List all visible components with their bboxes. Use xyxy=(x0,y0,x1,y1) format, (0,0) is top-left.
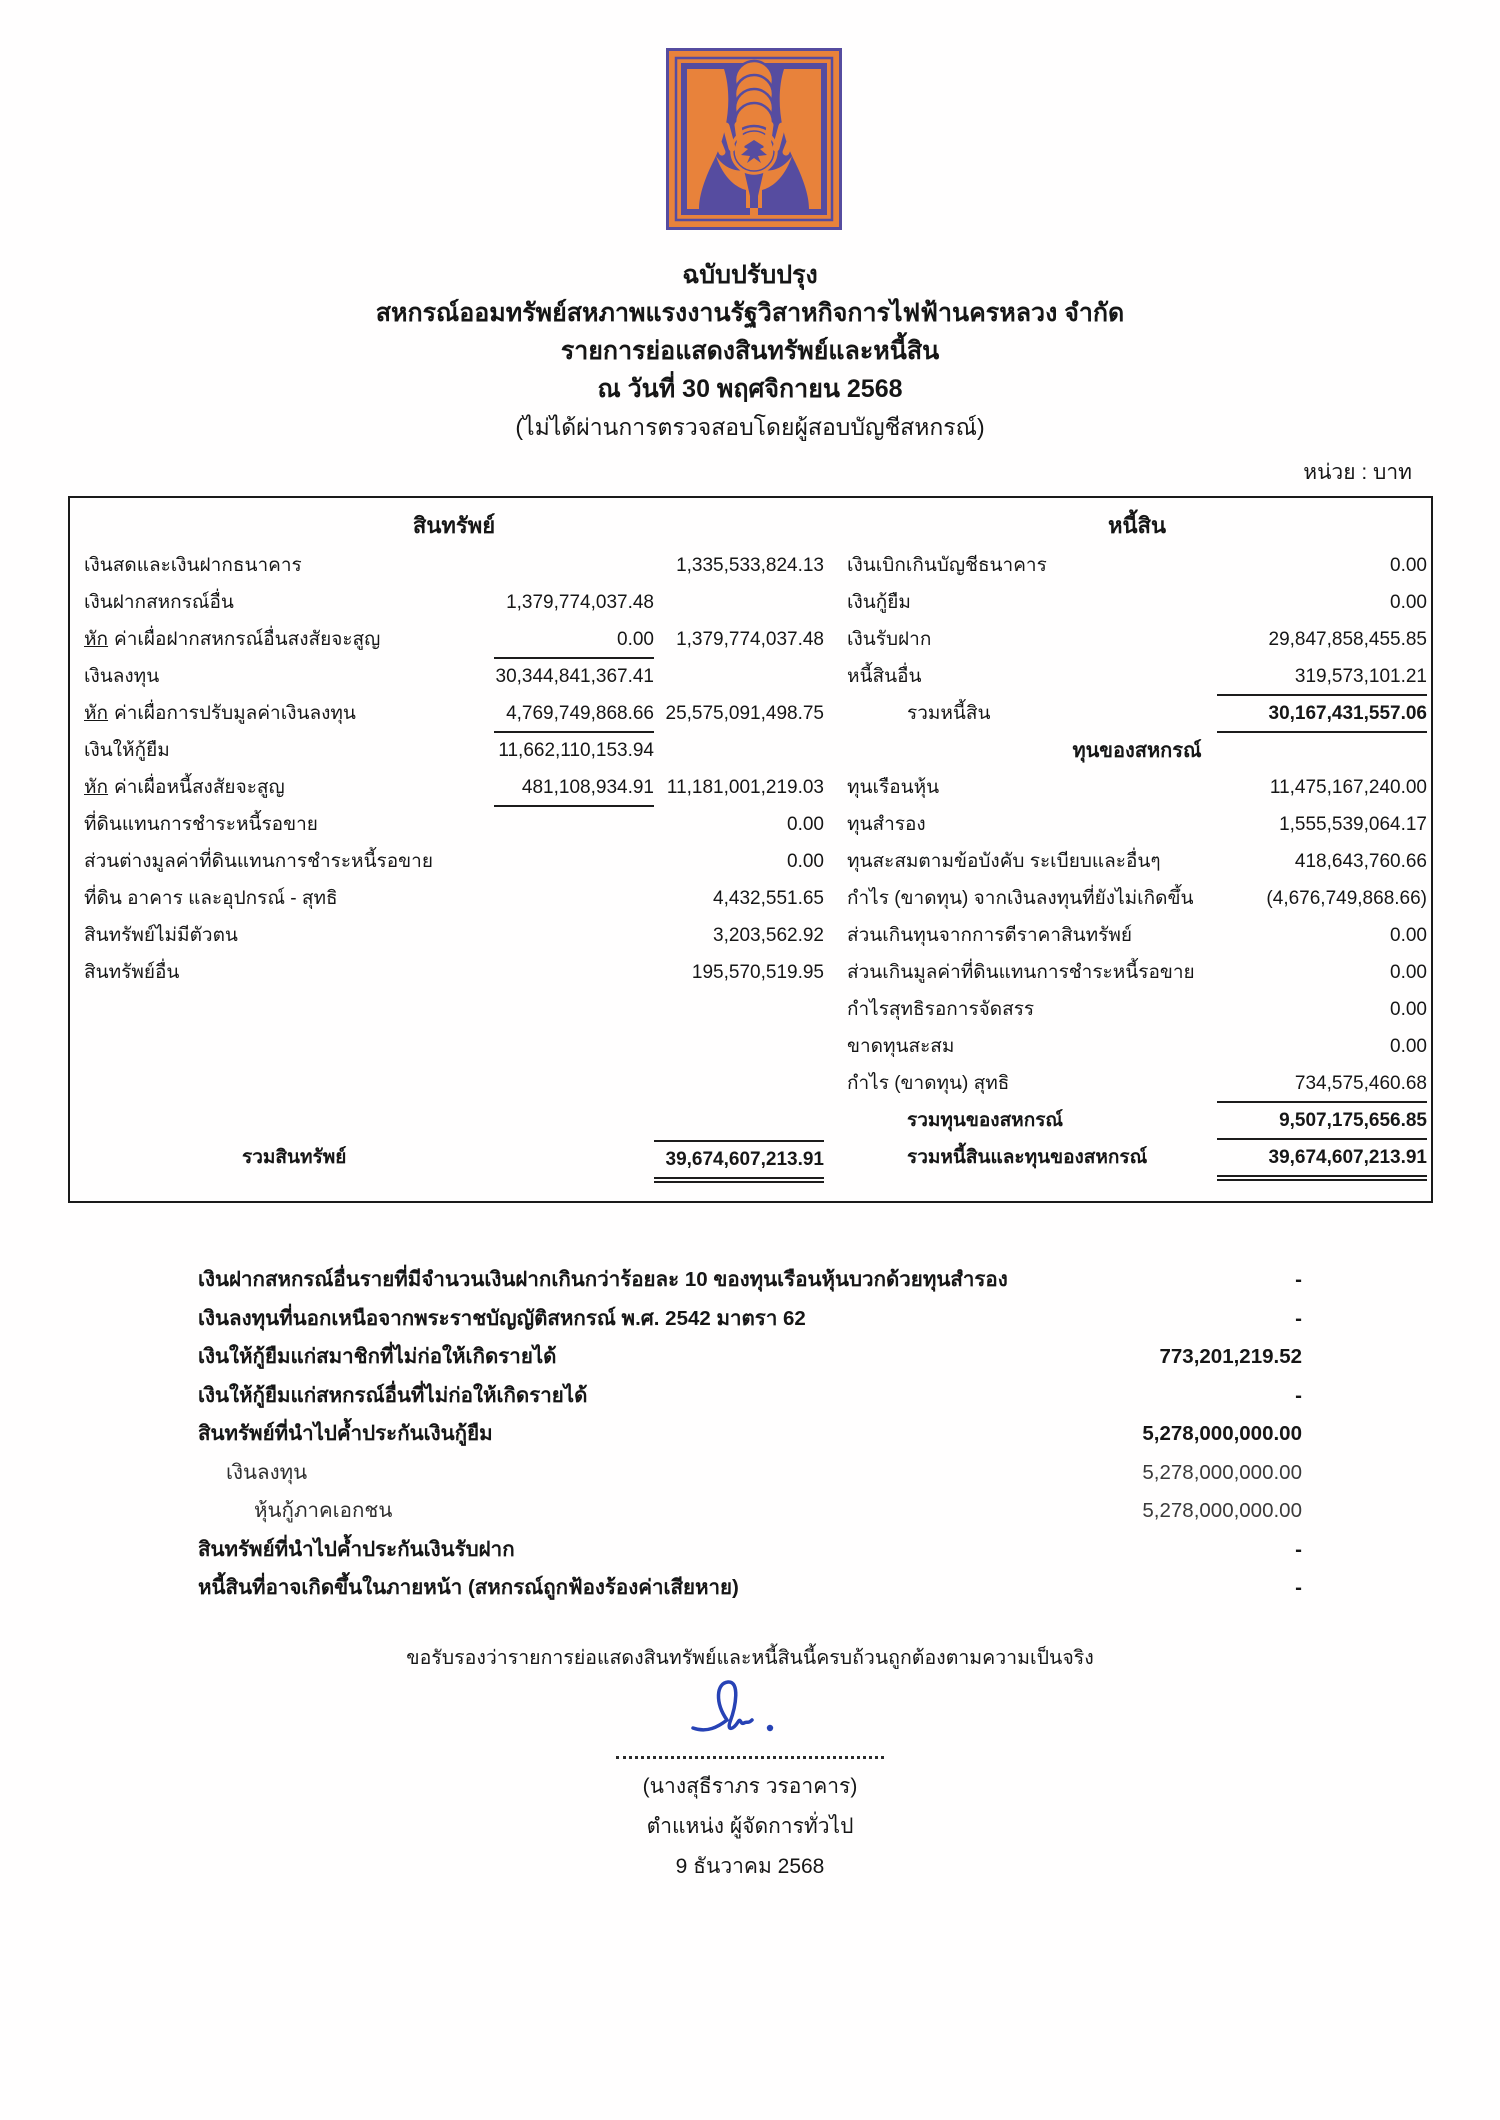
supp-label: สินทรัพย์ที่นำไปค้ำประกันเงินกู้ยืม xyxy=(198,1422,493,1445)
liability-row xyxy=(847,622,1427,659)
row-label xyxy=(84,622,494,657)
signer-position: ตำแหน่ง ผู้จัดการทั่วไป xyxy=(646,1815,854,1838)
equity-row xyxy=(847,844,1427,881)
amount: 0.00 xyxy=(1390,925,1427,946)
assets-total-label: รวมสินทรัพย์ xyxy=(242,1147,347,1168)
asset-row xyxy=(84,659,824,696)
row-label-text: ค่าเผื่อฝากสหกรณ์อื่นสงสัยจะสูญ xyxy=(114,629,381,650)
row-label xyxy=(84,770,494,805)
supplementary-section xyxy=(198,1262,1302,1609)
supp-label: หุ้นกู้ภาคเอกชน xyxy=(254,1499,393,1522)
supp-value: - xyxy=(1295,1383,1302,1407)
grand-total-row xyxy=(847,1140,1427,1177)
grand-total-label: รวมหนี้สินและทุนของสหกรณ์ xyxy=(907,1147,1148,1168)
equity-row xyxy=(847,955,1427,992)
amount: 0.00 xyxy=(1390,962,1427,983)
amount: 0.00 xyxy=(1390,999,1427,1020)
row-label: หนี้สินอื่น xyxy=(847,666,922,687)
row-label: ที่ดินแทนการชำระหนี้รอขาย xyxy=(84,814,318,835)
row-label: สินทรัพย์อื่น xyxy=(84,962,180,983)
asset-row xyxy=(84,622,824,659)
supp-label: หนี้สินที่อาจเกิดขึ้นในภายหน้า (สหกรณ์ถูกฟ้องร้องค่าเสียหาย) xyxy=(198,1576,739,1599)
amount: (4,676,749,868.66) xyxy=(1266,888,1427,909)
amount: 29,847,858,455.85 xyxy=(1268,629,1427,650)
equity-row xyxy=(847,770,1427,807)
amount: 0.00 xyxy=(1390,592,1427,613)
liabilities-total-row xyxy=(847,696,1427,733)
deduct-prefix: หัก xyxy=(84,629,109,650)
row-label: ที่ดิน อาคาร และอุปกรณ์ - สุทธิ xyxy=(84,888,338,909)
edition-title: ฉบับปรับปรุง xyxy=(682,261,818,289)
row-label: เงินสดและเงินฝากธนาคาร xyxy=(84,555,302,576)
report-title: รายการย่อแสดงสินทรัพย์และหนี้สิน xyxy=(560,337,940,365)
signature-line xyxy=(616,1742,884,1759)
asset-row xyxy=(84,955,824,992)
row-label: ทุนสำรอง xyxy=(847,814,926,835)
supp-row xyxy=(198,1493,1302,1532)
audit-note: (ไม่ได้ผ่านการตรวจสอบโดยผู้สอบบัญชีสหกรณ์) xyxy=(515,414,985,440)
liability-row xyxy=(847,548,1427,585)
assets-total-row xyxy=(84,1140,824,1177)
asset-row xyxy=(84,696,824,733)
amount: 418,643,760.66 xyxy=(1294,851,1427,872)
asset-row xyxy=(84,807,824,844)
equity-total-row xyxy=(847,1103,1427,1140)
as-of-date: ณ วันที่ 30 พฤศจิกายน 2568 xyxy=(597,375,903,403)
supp-value: 5,278,000,000.00 xyxy=(1142,1460,1302,1484)
supp-value: - xyxy=(1295,1306,1302,1330)
amount-col2: 3,203,562.92 xyxy=(713,925,824,946)
row-label: ทุนเรือนหุ้น xyxy=(847,777,940,798)
supp-label: เงินให้กู้ยืมแก่สหกรณ์อื่นที่ไม่ก่อให้เกิดรายได้ xyxy=(198,1383,588,1407)
liabilities-total-label: รวมหนี้สิน xyxy=(907,703,991,724)
liabilities-total-value: 30,167,431,557.06 xyxy=(1217,696,1427,733)
amount: 319,573,101.21 xyxy=(1217,659,1427,696)
amount: 0.00 xyxy=(1390,1036,1427,1057)
row-label: เงินรับฝาก xyxy=(847,629,932,650)
equity-row xyxy=(847,1066,1427,1103)
row-label: เงินฝากสหกรณ์อื่น xyxy=(84,592,234,613)
row-label xyxy=(84,696,494,731)
supp-value: 773,201,219.52 xyxy=(1159,1345,1302,1368)
grand-total-value: 39,674,607,213.91 xyxy=(1217,1140,1427,1181)
assets-header: สินทรัพย์ xyxy=(412,513,496,538)
amount-col1: 30,344,841,367.41 xyxy=(495,666,654,687)
supp-row xyxy=(198,1570,1302,1609)
amount: 11,475,167,240.00 xyxy=(1269,777,1427,798)
amount: 1,555,539,064.17 xyxy=(1279,814,1427,835)
supp-value: - xyxy=(1295,1268,1302,1291)
row-label: กำไร (ขาดทุน) จากเงินลงทุนที่ยังไม่เกิดขึ้น xyxy=(847,888,1194,909)
row-label: เงินลงทุน xyxy=(84,666,160,687)
liability-row xyxy=(847,585,1427,622)
supp-row xyxy=(198,1416,1302,1455)
equity-row xyxy=(847,992,1427,1029)
unit-label: หน่วย : บาท xyxy=(1303,461,1412,484)
amount-col2: 4,432,551.65 xyxy=(713,888,824,909)
assets-total-value: 39,674,607,213.91 xyxy=(654,1140,824,1183)
amount-col2: 1,335,533,824.13 xyxy=(676,555,824,576)
row-label: เงินกู้ยืม xyxy=(847,592,911,613)
supp-label: สินทรัพย์ที่นำไปค้ำประกันเงินรับฝาก xyxy=(198,1537,515,1561)
equity-total-label: รวมทุนของสหกรณ์ xyxy=(907,1110,1064,1131)
amount-col2: 25,575,091,498.75 xyxy=(665,703,824,724)
signature-icon xyxy=(685,1676,815,1748)
row-label: สินทรัพย์ไม่มีตัวตน xyxy=(84,925,238,946)
row-label: ทุนสะสมตามข้อบังคับ ระเบียบและอื่นๆ xyxy=(847,851,1161,872)
supp-value: - xyxy=(1295,1537,1302,1561)
asset-row xyxy=(84,733,824,770)
supp-row xyxy=(198,1339,1302,1378)
liabilities-section xyxy=(847,506,1427,1177)
coop-logo-icon xyxy=(666,48,842,230)
row-label: ส่วนเกินมูลค่าที่ดินแทนการชำระหนี้รอขาย xyxy=(847,962,1195,983)
equity-row xyxy=(847,807,1427,844)
supp-value: - xyxy=(1295,1576,1302,1599)
supp-row xyxy=(198,1532,1302,1571)
row-label: ขาดทุนสะสม xyxy=(847,1036,955,1057)
supp-value: 5,278,000,000.00 xyxy=(1142,1499,1302,1522)
amount-col2: 11,181,001,219.03 xyxy=(666,777,824,798)
amount-col1: 11,662,110,153.94 xyxy=(498,740,654,761)
supp-row xyxy=(198,1301,1302,1340)
supp-value: 5,278,000,000.00 xyxy=(1142,1422,1302,1445)
asset-row xyxy=(84,548,824,585)
row-label: กำไร (ขาดทุน) สุทธิ xyxy=(847,1073,1010,1094)
deduct-prefix: หัก xyxy=(84,703,109,724)
asset-row xyxy=(84,918,824,955)
amount-col1: 4,769,749,868.66 xyxy=(494,696,654,733)
amount-col2: 1,379,774,037.48 xyxy=(676,629,824,650)
liabilities-header: หนี้สิน xyxy=(1107,513,1166,538)
assets-section xyxy=(84,506,824,1177)
deduct-prefix: หัก xyxy=(84,777,109,798)
amount: 0.00 xyxy=(1390,555,1427,576)
equity-row xyxy=(847,1029,1427,1066)
supp-row xyxy=(198,1455,1302,1494)
asset-row xyxy=(84,881,824,918)
asset-row xyxy=(84,844,824,881)
signer-name: (นางสุธีราภร วรอาคาร) xyxy=(642,1775,858,1798)
row-label-text: ค่าเผื่อหนี้สงสัยจะสูญ xyxy=(114,777,285,798)
balance-sheet-table xyxy=(68,496,1433,1203)
amount-col1: 481,108,934.91 xyxy=(494,770,654,807)
row-label: ส่วนต่างมูลค่าที่ดินแทนการชำระหนี้รอขาย xyxy=(84,851,433,872)
supp-label: เงินลงทุน xyxy=(226,1460,308,1484)
row-label-text: ค่าเผื่อการปรับมูลค่าเงินลงทุน xyxy=(114,703,356,724)
supp-label: เงินฝากสหกรณ์อื่นรายที่มีจำนวนเงินฝากเกินกว่าร้อยละ 10 ของทุนเรือนหุ้นบวกด้วยทุนสำรอง xyxy=(198,1268,1008,1291)
certification-statement: ขอรับรองว่ารายการย่อแสดงสินทรัพย์และหนี้สินนี้ครบถ้วนถูกต้องตามความเป็นจริง xyxy=(406,1647,1094,1669)
liability-row xyxy=(847,659,1427,696)
amount-col1: 1,379,774,037.48 xyxy=(506,592,654,613)
equity-header: ทุนของสหกรณ์ xyxy=(1072,740,1202,762)
asset-row xyxy=(84,585,824,622)
supp-label: เงินให้กู้ยืมแก่สมาชิกที่ไม่ก่อให้เกิดรายได้ xyxy=(198,1345,557,1368)
row-label: ส่วนเกินทุนจากการตีราคาสินทรัพย์ xyxy=(847,925,1132,946)
amount-col1: 0.00 xyxy=(494,622,654,659)
supp-row xyxy=(198,1262,1302,1301)
supp-row xyxy=(198,1378,1302,1417)
equity-row xyxy=(847,918,1427,955)
supp-label: เงินลงทุนที่นอกเหนือจากพระราชบัญญัติสหกรณ์ พ.ศ. 2542 มาตรา 62 xyxy=(198,1306,806,1330)
equity-total-value: 9,507,175,656.85 xyxy=(1217,1103,1427,1140)
asset-row xyxy=(84,770,824,807)
row-label: กำไรสุทธิรอการจัดสรร xyxy=(847,999,1035,1020)
equity-row xyxy=(847,881,1427,918)
row-label: เงินเบิกเกินบัญชีธนาคาร xyxy=(847,555,1047,576)
org-name: สหกรณ์ออมทรัพย์สหภาพแรงงานรัฐวิสาหกิจการไฟฟ้านครหลวง จำกัด xyxy=(375,299,1125,327)
amount-col2: 0.00 xyxy=(787,814,824,835)
amount-col2: 0.00 xyxy=(787,851,824,872)
signed-date: 9 ธันวาคม 2568 xyxy=(675,1855,825,1878)
amount-col2: 195,570,519.95 xyxy=(691,962,824,983)
amount: 734,575,460.68 xyxy=(1217,1066,1427,1103)
row-label: เงินให้กู้ยืม xyxy=(84,740,170,761)
